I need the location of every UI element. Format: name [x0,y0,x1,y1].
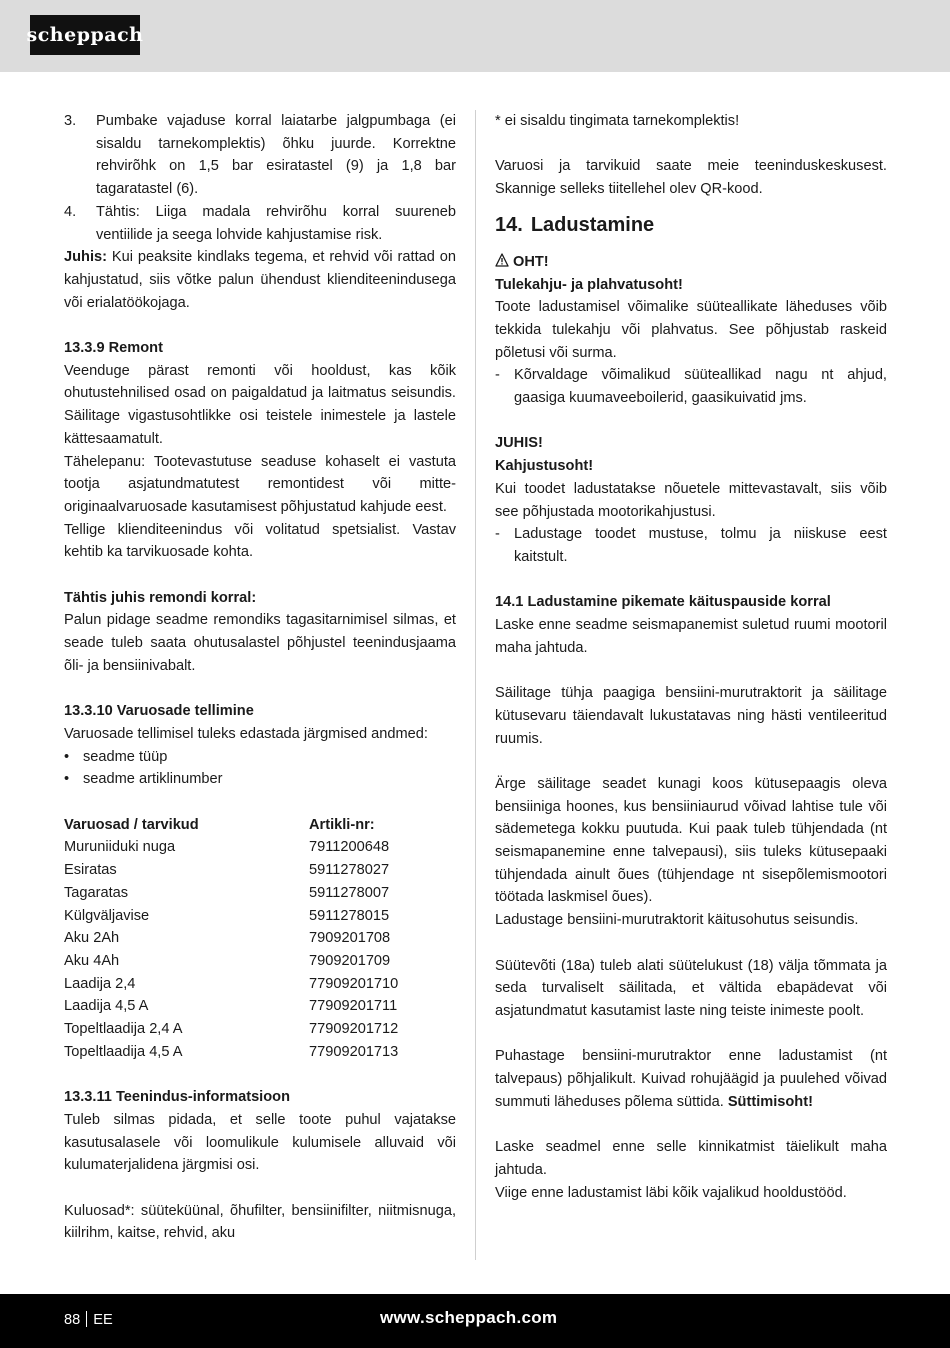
bullet-item [64,768,456,791]
website-url: www.scheppach.com [380,1308,558,1327]
important-paragraph: Palun pidage seadme remondiks tagasitarnimisel silmas, et seade tuleb saata ohutusalastel põhjustel teenindusjaama õli- ja bensiinivabalt. [64,612,456,674]
storage-paragraph: Süütevõti (18a) tuleb alati süütelukust (18) välja tõmmata ja seda turvaliselt säilitada, et vältida ebapädevat või asjatundmatut kasutamist laste ning teiste inimeste poolt. [495,957,887,1019]
page-footer [0,1294,950,1348]
storage-paragraph: Ladustage bensiini-murutraktorit käitusohutus seisundis. [495,912,859,929]
repair-paragraph: Tähelepanu: Tootevastutuse seaduse kohaselt ei vastuta tootja asjatundmatutest remontidest või mitte-originaalvaruosade kasutamisest põhjustatud kahjude eest. [64,453,456,515]
table-row [64,905,456,928]
section-title: Ladustamine [530,213,655,236]
page-number: 88 [64,1312,81,1328]
part-number: 77909201713 [309,1043,399,1060]
table-row [64,927,456,950]
fire-hazard-text: Toote ladustamisel võimalike süüteallikate läheduses võib tekkida tulekahju või plahvatus. See põhjustab raskeid põletusi või surma. [495,299,887,361]
bullet-item [64,746,456,769]
section-heading-service: 13.3.11 Teenindus-informatsioon [64,1089,290,1106]
table-row [64,973,456,996]
language-code: EE [93,1312,113,1328]
column-divider [475,110,476,1260]
bullet-text: seadme artiklinumber [83,771,223,788]
list-text: Tähtis: Liiga madala rehvirõhu korral suureneb ventiilide ja seega lohvide kahjustamise risk. [96,203,456,243]
table-header-cell: Artikli-nr: [309,816,375,833]
part-number: 7909201708 [309,930,391,947]
danger-text: OHT! [513,253,549,270]
part-name: Aku 2Ah [64,930,120,947]
right-column [495,110,887,1204]
part-number: 77909201712 [309,1021,399,1038]
fire-hazard-title: Tulekahju- ja plahvatusoht! [495,276,683,293]
bullet-icon: • [64,771,70,788]
part-name: Topeltlaadija 2,4 A [64,1021,183,1038]
list-number: 4. [64,203,77,220]
list-number: 3. [64,113,77,129]
danger-label [495,251,887,274]
part-name: Muruniiduki nuga [64,839,176,856]
not-included-note: * ei sisaldu tingimata tarnekomplektis! [495,113,740,129]
notice-label: JUHIS! [495,435,543,452]
part-name: Esiratas [64,862,117,879]
repair-paragraph: Tellige klienditeenindus või volitatud spetsialist. Vastav kehtib ka tarvikuosade kohta. [64,521,456,561]
bullet-text: seadme tüüp [83,748,168,765]
page-info [64,1311,113,1328]
left-column [64,110,456,1245]
table-row [64,950,456,973]
table-row [64,1018,456,1041]
parts-table [64,814,456,1064]
dash-text: Ladustage toodet mustuse, tolmu ja niiskuse eest kaitstult. [514,526,887,565]
storage-paragraph: Laske enne seadme seismapanemist suletud ruumi mootoril maha jahtuda. [495,617,887,656]
scheppach-logo: scheppach [30,15,140,55]
section-number: 14. [495,213,523,236]
warning-triangle-icon [495,253,509,267]
repair-paragraph: Veenduge pärast remonti või hooldust, kas kõik ohutustehnilised osad on paigaldatud ja laitmatus seisundis. Säilitage vigastusohtlikke osi teistele inimestele ja lastele kättesaamatult. [64,362,456,447]
page-header [0,0,950,72]
list-text: Pumbake vajaduse korral laiatarbe jalgpumbaga (ei sisaldu tarnekomplektis) õhku juurde. Korrektne rehvirõhk on 1,5 bar esiratastel (9) ja 1,8 bar tagaratastel (6). [96,113,456,198]
table-row [64,882,456,905]
note-label: Juhis: [64,249,107,266]
section-heading-storage-long: 14.1 Ladustamine pikemate käituspauside korral [495,594,831,611]
table-row [64,1041,456,1064]
fire-risk-emphasis: Süttimisoht! [723,1093,813,1110]
important-heading: Tähtis juhis remondi korral: [64,589,257,606]
bullet-icon: • [64,748,70,765]
list-item [64,201,456,246]
part-number: 77909201710 [309,975,399,992]
wear-parts-paragraph: Kuluosad*: süüteküünal, õhufilter, bensiinifilter, niitmisnuga, kiilrihm, kaitse, rehvid, aku [64,1202,456,1242]
part-number: 5911278027 [309,862,390,879]
storage-paragraph: Puhastage bensiini-murutraktor enne ladustamist (nt talvepaus) põhjalikult. Kuivad rohujäägid ja puulehed võivad summuti läheduses põlema süttida. Süttimisoht! [495,1048,887,1110]
part-name: Laadija 4,5 A [64,998,149,1015]
table-header-row [64,814,456,837]
part-number: 7909201709 [309,952,391,969]
part-number: 77909201711 [309,998,398,1015]
table-row [64,995,456,1018]
part-name: Laadija 2,4 [64,975,136,992]
table-row [64,859,456,882]
section-heading-storage [495,211,887,239]
damage-hazard-text: Kui toodet ladustatakse nõuetele mittevastavalt, siis võib see põhjustada mootorikahjustusi. [495,480,887,520]
dash-item: - Kõrvaldage võimalikud süüteallikad nagu nt ahjud, gaasiga kuumaveeboilerid, gaasikuivatid jms. [495,367,887,407]
table-header-cell: Varuosad / tarvikud [64,816,199,833]
section-heading-parts: 13.3.10 Varuosade tellimine [64,703,254,720]
storage-paragraph: Viige enne ladustamist läbi kõik vajalikud hooldustööd. [495,1184,847,1201]
part-name: Tagaratas [64,884,129,901]
list-item [64,110,456,201]
note-paragraph [64,246,456,314]
part-number: 5911278015 [309,907,390,924]
storage-paragraph: Ärge säilitage seadet kunagi koos kütusepaagis oleva bensiiniga hoones, kus bensiiniaurud võivad lahtise tule või sädemetega kokku puutuda. Kui paak tuleb tühjendada (nt seismapanemine enne talvepausi), siis tuleks kütusepaaki tühjendada ainult õues (tühjendage nt sisepõlemismootori töötada laskmisel õues). [495,775,887,906]
part-number: 5911278007 [309,884,390,901]
part-name: Aku 4Ah [64,952,120,969]
section-heading-repair: 13.3.9 Remont [64,340,163,357]
table-row [64,836,456,859]
storage-paragraph: Laske seadmel enne selle kinnikatmist täielikult maha jahtuda. [495,1139,887,1178]
dash-text: Kõrvaldage võimalikud süüteallikad nagu nt ahjud, gaasiga kuumaveeboilerid, gaasikuivatid jms. [514,367,887,407]
part-number: 7911200648 [309,839,390,856]
damage-hazard-title: Kahjustusoht! [495,458,594,475]
part-name: Topeltlaadija 4,5 A [64,1043,183,1060]
spare-parts-info: Varuosi ja tarvikuid saate meie teeninduskeskusest. Skannige selleks tiitellehel olev QR-kood. [495,158,887,198]
dash-item: - Ladustage toodet mustuse, tolmu ja niiskuse eest kaitstult. [495,526,887,565]
note-text: Kui peaksite kindlaks tegema, et rehvid või rattad on kahjustatud, siis võtke palun ühendust klienditeenindusega või erialatöökojaga. [64,249,456,311]
parts-intro: Varuosade tellimisel tuleks edastada järgmised andmed: [64,725,428,742]
part-name: Külgväljavise [64,907,150,924]
storage-paragraph: Säilitage tühja paagiga bensiini-murutraktorit ja säilitage kütusevaru täiendavalt lukustatavas ning hästi ventileeritud ruumis. [495,685,887,747]
service-paragraph: Tuleb silmas pidada, et selle toote puhul vajatakse kasutusalasele või loomulikule kulumisele alluvaid või kulumaterjalidena järgmisi osi. [64,1111,456,1174]
